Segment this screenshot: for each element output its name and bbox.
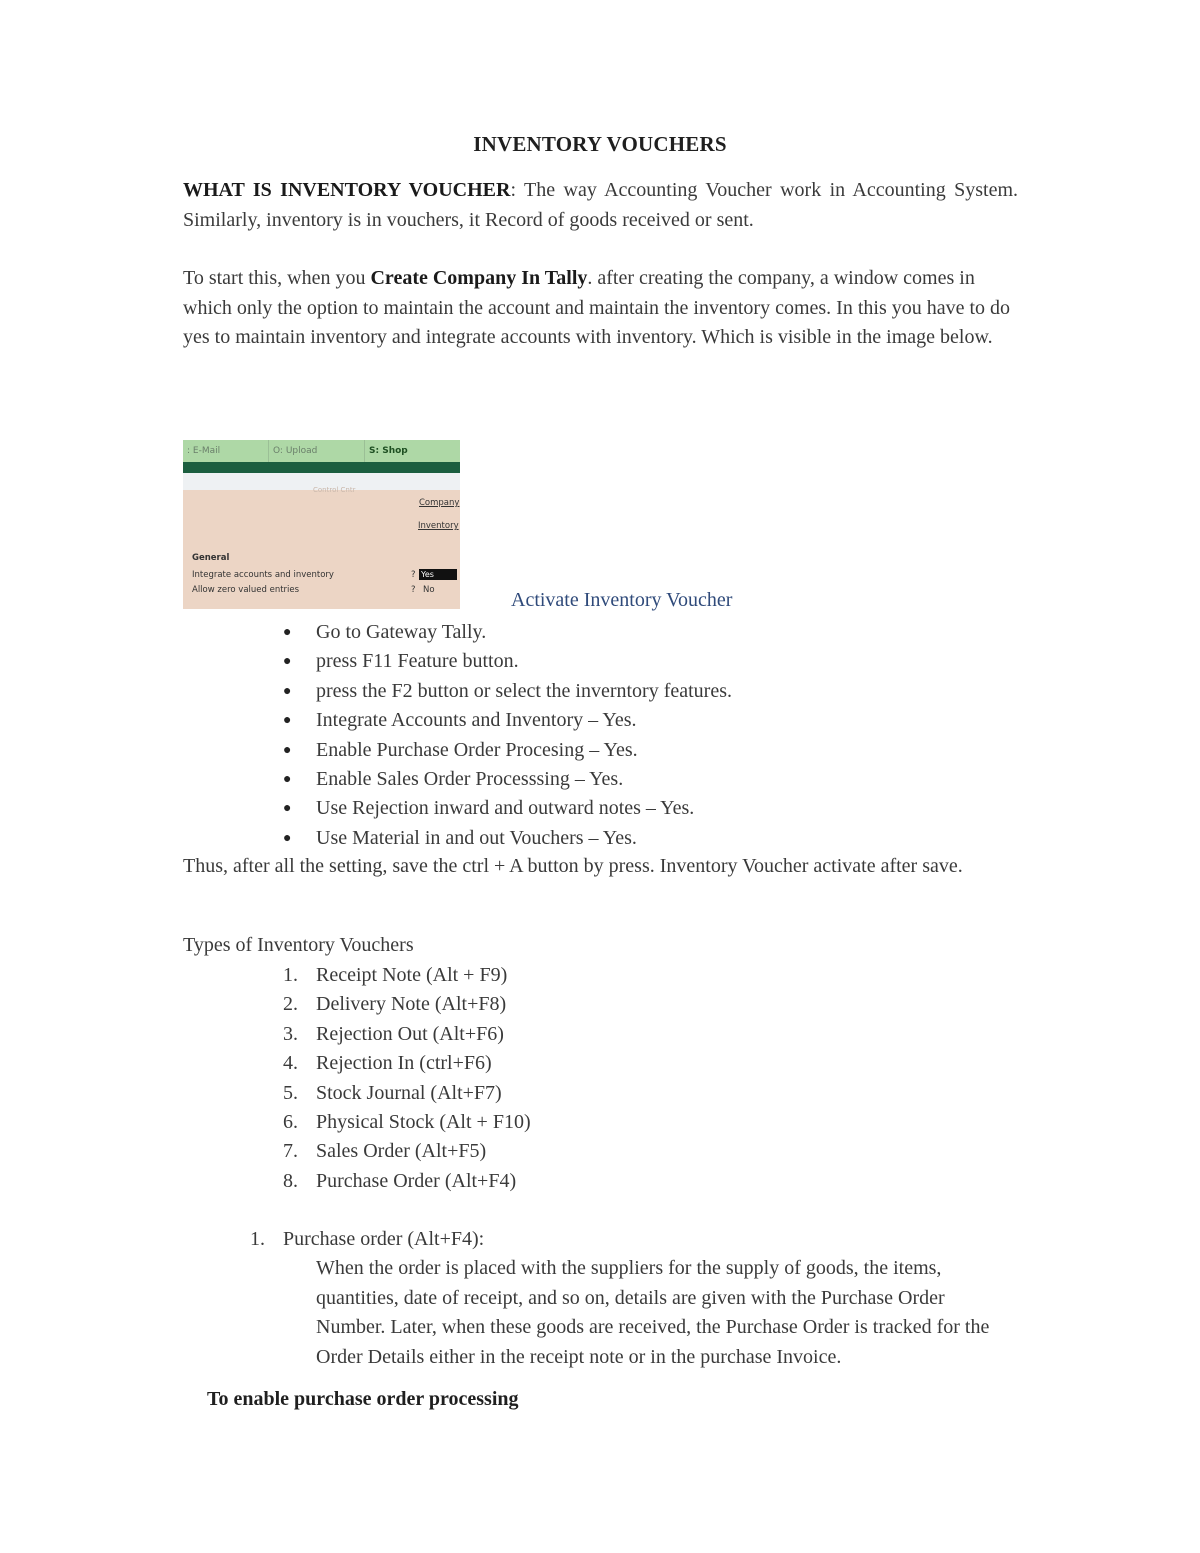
enable-po-heading: To enable purchase order processing xyxy=(207,1388,519,1410)
page-title: INVENTORY VOUCHERS xyxy=(473,132,727,156)
bullet-icon: ● xyxy=(283,683,292,699)
zero-valued-row-label: Allow zero valued entries xyxy=(192,585,300,595)
integrate-row-label: Integrate accounts and inventory xyxy=(192,570,334,580)
list-item: ● Enable Purchase Order Procesing – Yes. xyxy=(183,736,1018,765)
start-pre: To start this, when you xyxy=(183,267,371,289)
integrate-row-q: ? xyxy=(411,570,416,580)
purchase-order-number: 1. xyxy=(250,1228,265,1250)
start-paragraph xyxy=(183,264,1013,353)
list-item: 8. Purchase Order (Alt+F4) xyxy=(283,1169,517,1192)
intro-paragraph xyxy=(183,176,1018,235)
integrate-yes-field: Yes xyxy=(419,569,457,580)
list-item: ● press the F2 button or select the inverntory features. xyxy=(183,677,1018,706)
list-item: 4. Rejection In (ctrl+F6) xyxy=(283,1052,492,1075)
list-item: 3. Rejection Out (Alt+F6) xyxy=(283,1022,504,1045)
list-item: 5. Stock Journal (Alt+F7) xyxy=(283,1081,502,1104)
voucher-types-list xyxy=(183,961,1018,1196)
tab-shop: S: Shop xyxy=(369,446,408,456)
intro-text: : The way Accounting Voucher work in Accounting System. Similarly, inventory is in vouchers, it Record of goods received or sent. xyxy=(183,179,1019,231)
start-post: . after creating the company, a window comes in which only the option to maintain the account and maintain the inventory comes. In this you have to do yes to maintain inventory and integrate accounts with inventory. Which is visible in the image below. xyxy=(183,267,1011,348)
bullet-icon: ● xyxy=(283,742,292,758)
bullet-icon: ● xyxy=(283,801,292,817)
screenshot-title-bar xyxy=(183,462,460,473)
intro-label: WHAT IS INVENTORY VOUCHER xyxy=(183,179,511,201)
list-item: ● Go to Gateway Tally. xyxy=(183,618,1018,647)
activation-steps-list xyxy=(183,618,1018,853)
tab-email: : E-Mail xyxy=(183,440,269,462)
zero-valued-no-value: No xyxy=(423,585,435,595)
bullet-icon: ● xyxy=(283,713,292,729)
purchase-order-title: Purchase order (Alt+F4): xyxy=(283,1228,485,1250)
list-item: 7. Sales Order (Alt+F5) xyxy=(283,1140,487,1163)
list-item: ● Enable Sales Order Processsing – Yes. xyxy=(183,765,1018,794)
list-item: 2. Delivery Note (Alt+F8) xyxy=(283,993,507,1016)
bullet-icon: ● xyxy=(283,625,292,640)
purchase-order-body: When the order is placed with the suppliers for the supply of goods, the items, quantities, date of receipt, and so on, details are given with the Purchase Order Number. Later, when these goods are received, the Purchase Order is tracked for the Order Details either in the receipt note or in the purchase Invoice. xyxy=(316,1257,990,1368)
company-label: Company xyxy=(419,498,460,508)
purchase-order-heading xyxy=(250,1225,484,1255)
screenshot-top-bar xyxy=(183,440,460,462)
list-item: 1. Receipt Note (Alt + F9) xyxy=(283,964,508,986)
image-caption: Activate Inventory Voucher xyxy=(511,589,733,611)
after-steps-paragraph: Thus, after all the setting, save the ctrl + A button by press. Inventory Voucher activate after save. xyxy=(183,855,963,877)
types-heading: Types of Inventory Vouchers xyxy=(183,934,414,956)
bullet-icon: ● xyxy=(283,771,292,787)
list-item: 6. Physical Stock (Alt + F10) xyxy=(283,1110,531,1133)
start-bold: Create Company In Tally xyxy=(370,267,588,289)
tab-upload: O: Upload xyxy=(269,440,365,462)
screenshot-faint-title: Control Cntr xyxy=(313,486,356,494)
list-item: ● Use Material in and out Vouchers – Yes. xyxy=(183,824,1018,853)
list-item: ● Use Rejection inward and outward notes – Yes. xyxy=(183,794,1018,823)
bullet-icon: ● xyxy=(283,654,292,670)
list-item: ● press F11 Feature button. xyxy=(183,647,1018,676)
list-item: ● Integrate Accounts and Inventory – Yes. xyxy=(183,706,1018,735)
tally-screenshot xyxy=(183,440,460,609)
general-label: General xyxy=(192,553,230,563)
bullet-icon: ● xyxy=(283,830,292,846)
zero-valued-row-q: ? xyxy=(411,585,416,595)
inventory-label: Inventory xyxy=(418,521,459,531)
